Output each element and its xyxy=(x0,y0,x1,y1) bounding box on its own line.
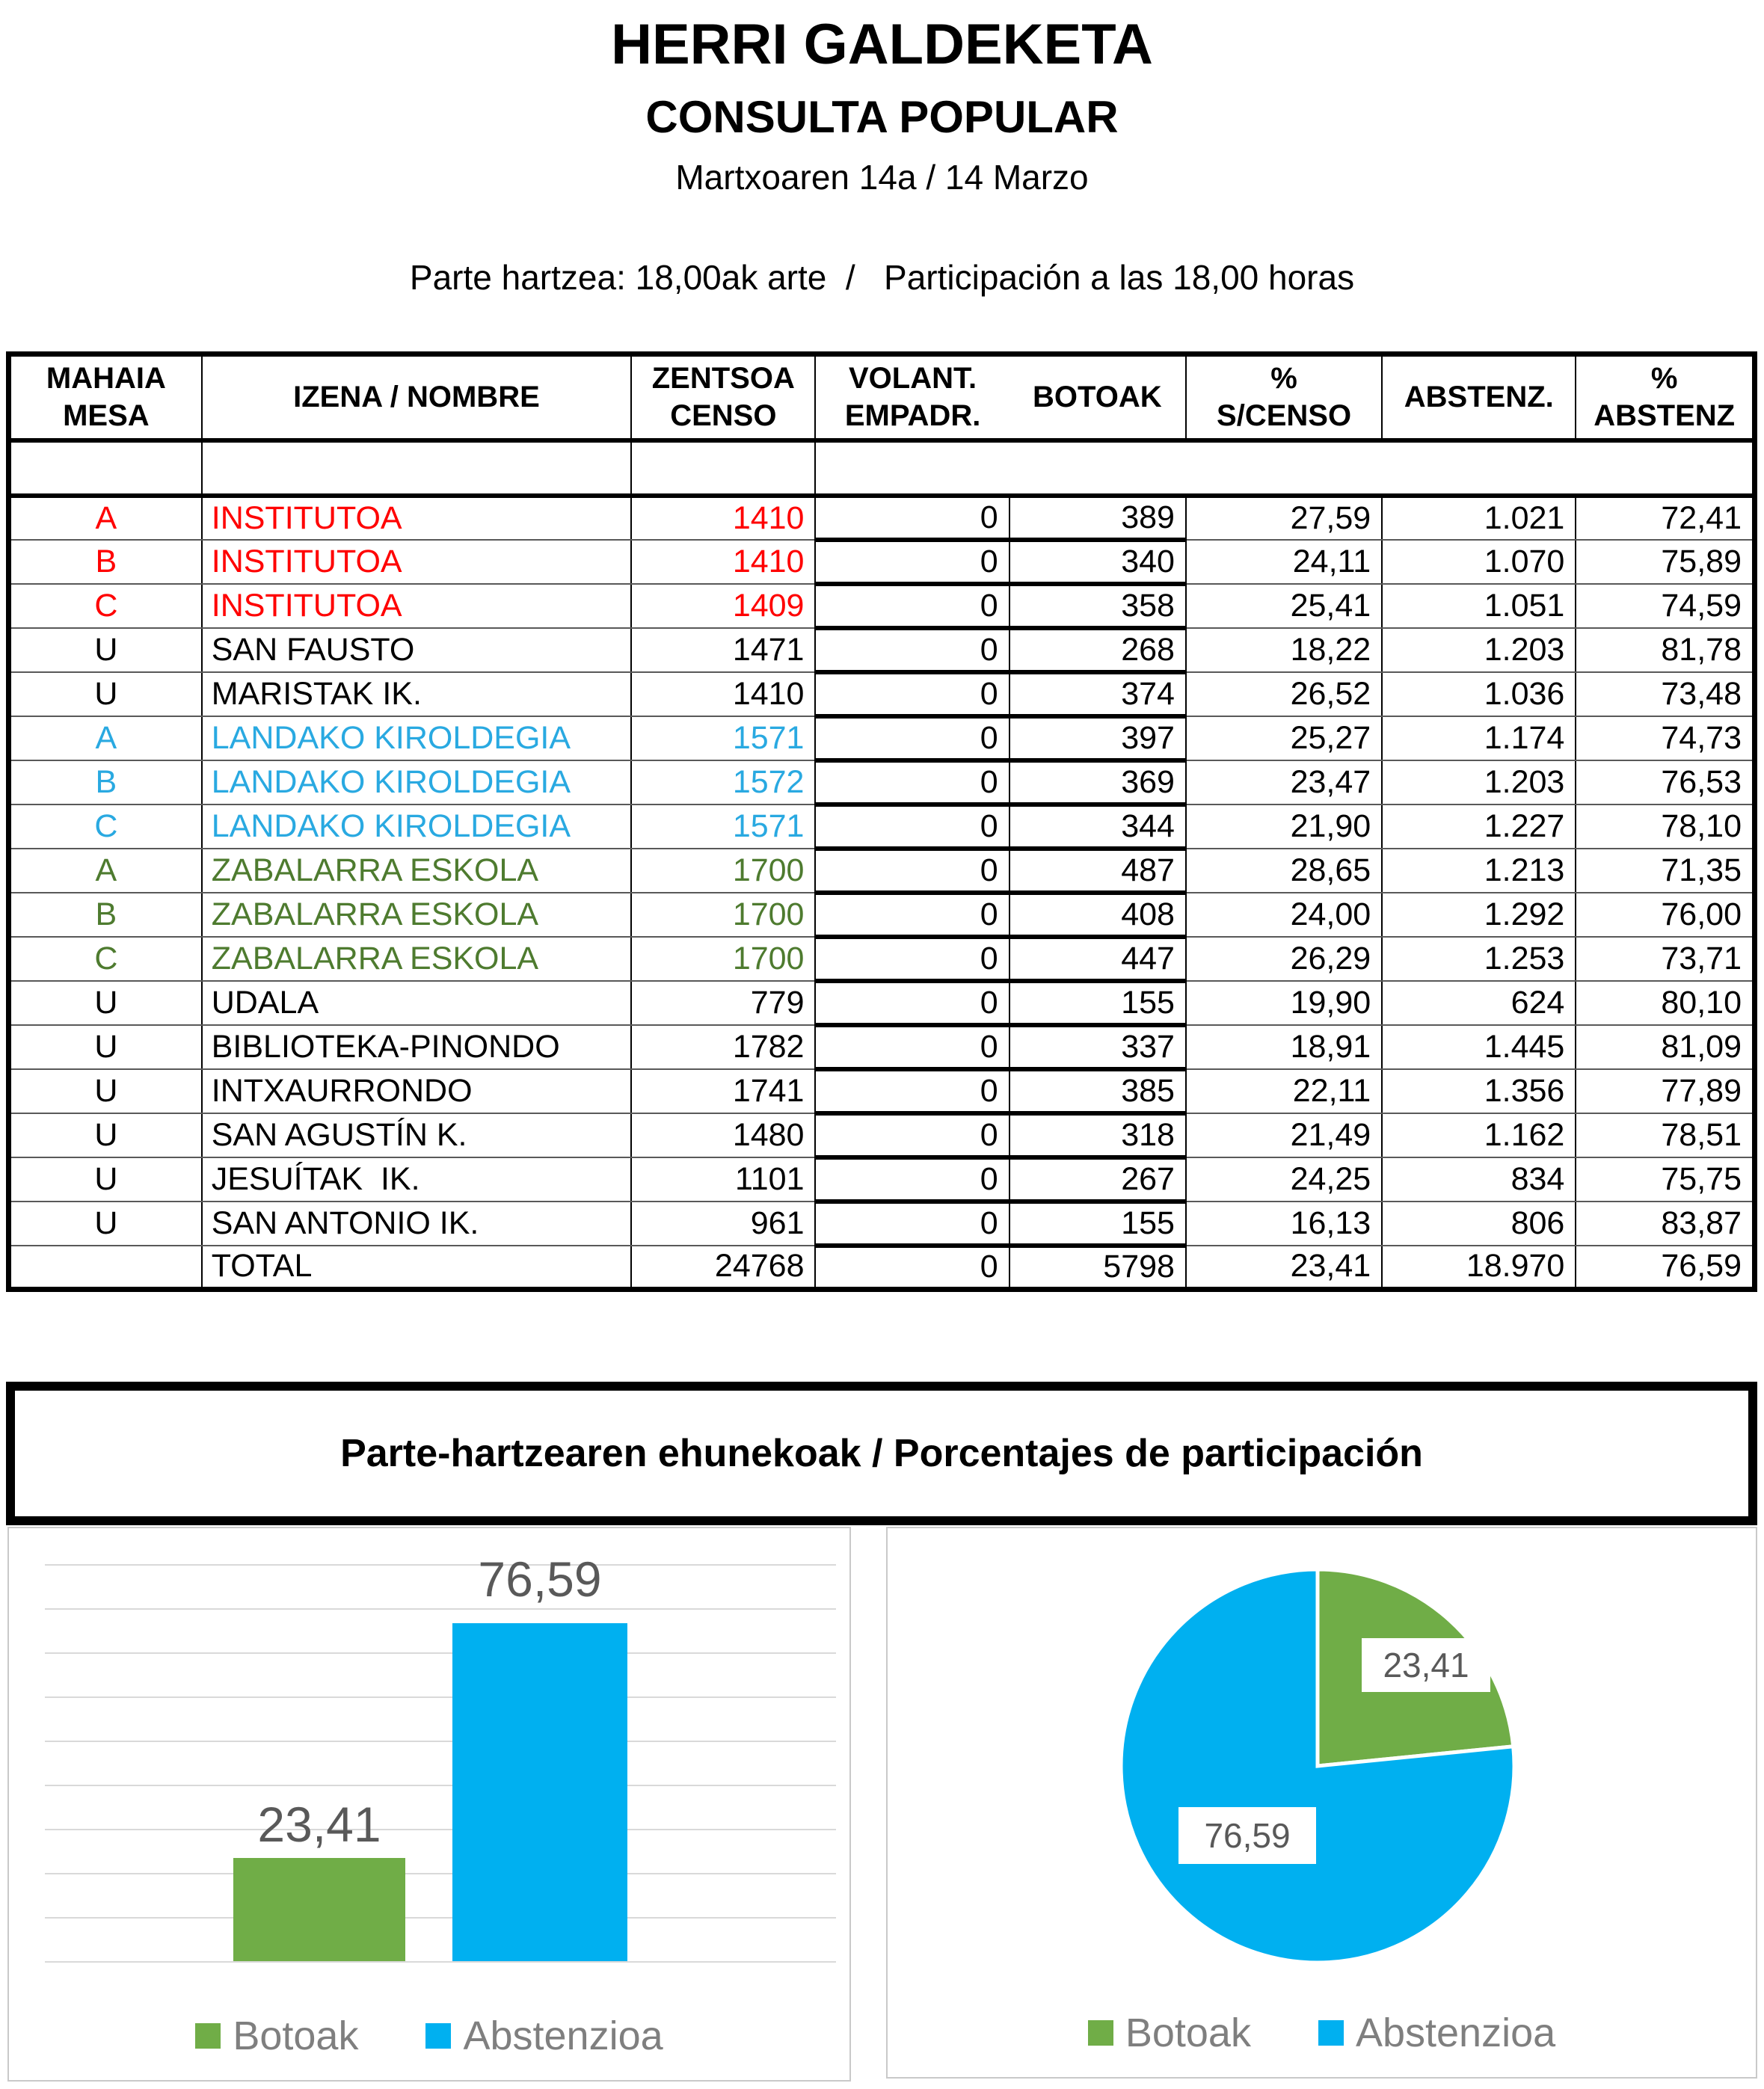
cell-volant: 0 xyxy=(815,1113,1009,1157)
cell-censo: 1572 xyxy=(631,760,815,804)
col-header-pct_censo xyxy=(1186,354,1382,440)
cell-volant: 0 xyxy=(815,628,1009,672)
cell-pct_censo: 18,22 xyxy=(1186,628,1382,672)
empty-row xyxy=(9,440,1755,496)
bar-abstenzioa xyxy=(452,1623,627,1961)
cell-pct_abstenz: 81,09 xyxy=(1576,1025,1754,1069)
col-header-censo xyxy=(631,354,815,440)
pie-value-label: 76,59 xyxy=(1178,1807,1316,1864)
table-row xyxy=(9,1069,1755,1113)
cell-volant: 0 xyxy=(815,540,1009,584)
table-row xyxy=(9,981,1755,1025)
cell-name: LANDAKO KIROLDEGIA xyxy=(202,804,631,849)
col-header-line: % xyxy=(1270,362,1297,396)
cell-volant: 0 xyxy=(815,1202,1009,1246)
cell-mesa: U xyxy=(9,672,202,716)
bar-value-label: 76,59 xyxy=(478,1551,602,1607)
table-row xyxy=(9,1202,1755,1246)
cell-pct_abstenz: 74,73 xyxy=(1576,716,1754,760)
cell-volant: 0 xyxy=(815,760,1009,804)
legend-item-botoak xyxy=(195,2013,358,2059)
chart-legend xyxy=(9,2013,849,2059)
cell-mesa: U xyxy=(9,1069,202,1113)
cell-pct_abstenz: 73,71 xyxy=(1576,937,1754,981)
cell-botoak: 318 xyxy=(1009,1113,1186,1157)
col-header-mesa xyxy=(9,354,202,440)
bar-botoak xyxy=(233,1858,405,1961)
cell-pct_abstenz: 72,41 xyxy=(1576,496,1754,540)
cell-pct_abstenz: 75,75 xyxy=(1576,1157,1754,1202)
cell-abstenz: 1.445 xyxy=(1382,1025,1576,1069)
table-row xyxy=(9,496,1755,540)
cell-censo: 1700 xyxy=(631,893,815,937)
cell-pct_abstenz: 73,48 xyxy=(1576,672,1754,716)
cell-botoak: 369 xyxy=(1009,760,1186,804)
empty-cell-name xyxy=(202,440,631,496)
cell-censo: 1741 xyxy=(631,1069,815,1113)
cell-volant: 0 xyxy=(815,496,1009,540)
cell-pct_abstenz: 83,87 xyxy=(1576,1202,1754,1246)
col-header-line: EMPADR. xyxy=(844,399,981,433)
cell-pct_censo: 18,91 xyxy=(1186,1025,1382,1069)
cell-name: INSTITUTOA xyxy=(202,540,631,584)
table-row xyxy=(9,849,1755,893)
cell-botoak: 267 xyxy=(1009,1157,1186,1202)
cell-botoak: 155 xyxy=(1009,1202,1186,1246)
page-title-spanish: CONSULTA POPULAR xyxy=(645,92,1119,142)
cell-botoak: 358 xyxy=(1009,584,1186,628)
cell-pct_censo: 24,25 xyxy=(1186,1157,1382,1202)
col-header-abstenz xyxy=(1382,354,1576,440)
bar-chart xyxy=(7,1527,851,2082)
table-row xyxy=(9,893,1755,937)
cell-name: LANDAKO KIROLDEGIA xyxy=(202,716,631,760)
cell-censo: 1571 xyxy=(631,716,815,760)
cell-name: TOTAL xyxy=(202,1246,631,1290)
cell-mesa: U xyxy=(9,628,202,672)
gridline xyxy=(45,1696,836,1698)
cell-pct_abstenz: 71,35 xyxy=(1576,849,1754,893)
cell-pct_abstenz: 76,53 xyxy=(1576,760,1754,804)
cell-botoak: 385 xyxy=(1009,1069,1186,1113)
pie-svg xyxy=(888,1528,1756,2077)
results-table xyxy=(6,351,1757,1292)
legend-swatch-icon xyxy=(1318,2020,1344,2046)
cell-name: INSTITUTOA xyxy=(202,496,631,540)
cell-mesa: B xyxy=(9,760,202,804)
table-row xyxy=(9,584,1755,628)
cell-mesa: C xyxy=(9,937,202,981)
legend-swatch-icon xyxy=(425,2023,451,2049)
gridline xyxy=(45,1741,836,1742)
cell-pct_censo: 21,90 xyxy=(1186,804,1382,849)
cell-abstenz: 1.174 xyxy=(1382,716,1576,760)
col-header-name xyxy=(202,354,631,440)
col-header-line: VOLANT. xyxy=(849,362,977,396)
cell-pct_censo: 28,65 xyxy=(1186,849,1382,893)
cell-name: SAN FAUSTO xyxy=(202,628,631,672)
cell-name: ZABALARRA ESKOLA xyxy=(202,937,631,981)
cell-mesa: U xyxy=(9,981,202,1025)
cell-name: MARISTAK IK. xyxy=(202,672,631,716)
table-row xyxy=(9,540,1755,584)
col-header-line: ZENTSOA xyxy=(651,362,795,396)
cell-mesa: B xyxy=(9,893,202,937)
chart-legend xyxy=(888,2010,1756,2056)
cell-abstenz: 1.051 xyxy=(1382,584,1576,628)
cell-censo: 1700 xyxy=(631,849,815,893)
cell-mesa xyxy=(9,1246,202,1290)
gridline xyxy=(45,1652,836,1654)
cell-pct_abstenz: 74,59 xyxy=(1576,584,1754,628)
cell-pct_abstenz: 76,59 xyxy=(1576,1246,1754,1290)
cell-volant: 0 xyxy=(815,804,1009,849)
legend-label: Botoak xyxy=(1125,2010,1251,2055)
cell-abstenz: 1.021 xyxy=(1382,496,1576,540)
cell-pct_censo: 19,90 xyxy=(1186,981,1382,1025)
table-body xyxy=(9,440,1755,1290)
cell-botoak: 447 xyxy=(1009,937,1186,981)
cell-pct_censo: 24,11 xyxy=(1186,540,1382,584)
table-row xyxy=(9,937,1755,981)
cell-pct_abstenz: 77,89 xyxy=(1576,1069,1754,1113)
col-header-volant xyxy=(815,354,1009,440)
cell-pct_abstenz: 78,10 xyxy=(1576,804,1754,849)
gridline xyxy=(45,1873,836,1874)
cell-volant: 0 xyxy=(815,1069,1009,1113)
cell-name: ZABALARRA ESKOLA xyxy=(202,893,631,937)
cell-mesa: U xyxy=(9,1025,202,1069)
cell-name: UDALA xyxy=(202,981,631,1025)
cell-pct_censo: 23,41 xyxy=(1186,1246,1382,1290)
cell-name: INTXAURRONDO xyxy=(202,1069,631,1113)
cell-abstenz: 624 xyxy=(1382,981,1576,1025)
gridline xyxy=(45,1829,836,1830)
gridline xyxy=(45,1785,836,1786)
cell-censo: 779 xyxy=(631,981,815,1025)
table-row xyxy=(9,628,1755,672)
cell-name: JESUÍTAK IK. xyxy=(202,1157,631,1202)
cell-mesa: A xyxy=(9,496,202,540)
col-header-line: MAHAIA xyxy=(46,362,166,396)
col-header-line: MESA xyxy=(63,399,150,433)
cell-mesa: U xyxy=(9,1157,202,1202)
cell-abstenz: 1.356 xyxy=(1382,1069,1576,1113)
cell-censo: 1471 xyxy=(631,628,815,672)
cell-abstenz: 1.203 xyxy=(1382,760,1576,804)
cell-abstenz: 1.292 xyxy=(1382,893,1576,937)
pie-chart xyxy=(886,1527,1757,2079)
cell-botoak: 374 xyxy=(1009,672,1186,716)
page-title-basque: HERRI GALDEKETA xyxy=(611,13,1153,76)
header-row xyxy=(9,354,1755,440)
empty-cell-censo xyxy=(631,440,815,496)
col-header-line: ABSTENZ. xyxy=(1404,381,1554,414)
col-header-line: S/CENSO xyxy=(1217,399,1352,433)
cell-mesa: A xyxy=(9,716,202,760)
table-row xyxy=(9,1025,1755,1069)
legend-item-abstenzioa xyxy=(425,2013,663,2059)
cell-mesa: B xyxy=(9,540,202,584)
legend-swatch-icon xyxy=(195,2023,221,2049)
legend-label: Abstenzioa xyxy=(463,2013,663,2058)
table-row xyxy=(9,716,1755,760)
cell-volant: 0 xyxy=(815,584,1009,628)
cell-volant: 0 xyxy=(815,716,1009,760)
cell-abstenz: 18.970 xyxy=(1382,1246,1576,1290)
col-header-line: IZENA / NOMBRE xyxy=(293,381,540,414)
cell-abstenz: 1.070 xyxy=(1382,540,1576,584)
table-row xyxy=(9,1157,1755,1202)
date-line: Martxoaren 14a / 14 Marzo xyxy=(675,158,1089,197)
col-header-line: CENSO xyxy=(670,399,777,433)
cell-censo: 24768 xyxy=(631,1246,815,1290)
cell-pct_censo: 16,13 xyxy=(1186,1202,1382,1246)
cell-volant: 0 xyxy=(815,1157,1009,1202)
cell-abstenz: 1.162 xyxy=(1382,1113,1576,1157)
cell-name: LANDAKO KIROLDEGIA xyxy=(202,760,631,804)
table-row xyxy=(9,804,1755,849)
cell-volant: 0 xyxy=(815,849,1009,893)
cell-pct_censo: 21,49 xyxy=(1186,1113,1382,1157)
cell-botoak: 487 xyxy=(1009,849,1186,893)
bar-value-label: 23,41 xyxy=(257,1797,381,1852)
cell-abstenz: 1.036 xyxy=(1382,672,1576,716)
participation-banner xyxy=(6,1382,1757,1525)
cell-censo: 1782 xyxy=(631,1025,815,1069)
table-row xyxy=(9,672,1755,716)
cell-botoak: 155 xyxy=(1009,981,1186,1025)
participation-banner-text: Parte-hartzearen ehunekoak / Porcentajes de participación xyxy=(340,1432,1423,1475)
cell-volant: 0 xyxy=(815,981,1009,1025)
cell-abstenz: 1.203 xyxy=(1382,628,1576,672)
cell-mesa: U xyxy=(9,1113,202,1157)
col-header-botoak xyxy=(1009,354,1186,440)
cell-censo: 1410 xyxy=(631,496,815,540)
cell-pct_abstenz: 81,78 xyxy=(1576,628,1754,672)
gridline xyxy=(45,1961,836,1963)
pie-value-label: 23,41 xyxy=(1362,1638,1490,1692)
cell-botoak: 340 xyxy=(1009,540,1186,584)
table-row xyxy=(9,1113,1755,1157)
cell-botoak: 5798 xyxy=(1009,1246,1186,1290)
gridline xyxy=(45,1917,836,1919)
cell-volant: 0 xyxy=(815,893,1009,937)
cell-pct_censo: 27,59 xyxy=(1186,496,1382,540)
cell-mesa: U xyxy=(9,1202,202,1246)
cell-mesa: C xyxy=(9,584,202,628)
cell-pct_abstenz: 78,51 xyxy=(1576,1113,1754,1157)
cell-name: SAN ANTONIO IK. xyxy=(202,1202,631,1246)
legend-item-abstenzioa xyxy=(1318,2010,1555,2056)
cell-name: INSTITUTOA xyxy=(202,584,631,628)
empty-cell-mesa xyxy=(9,440,202,496)
cell-censo: 961 xyxy=(631,1202,815,1246)
cell-pct_censo: 22,11 xyxy=(1186,1069,1382,1113)
col-header-pct_abstenz xyxy=(1576,354,1754,440)
cell-censo: 1571 xyxy=(631,804,815,849)
col-header-line: ABSTENZ xyxy=(1594,399,1736,433)
table-row-total xyxy=(9,1246,1755,1290)
cell-abstenz: 1.227 xyxy=(1382,804,1576,849)
cell-pct_censo: 25,41 xyxy=(1186,584,1382,628)
cell-botoak: 337 xyxy=(1009,1025,1186,1069)
cell-mesa: A xyxy=(9,849,202,893)
cell-censo: 1480 xyxy=(631,1113,815,1157)
cell-censo: 1409 xyxy=(631,584,815,628)
participation-line: Parte hartzea: 18,00ak arte / Participación a las 18,00 horas xyxy=(409,258,1355,297)
cell-pct_censo: 24,00 xyxy=(1186,893,1382,937)
cell-pct_abstenz: 80,10 xyxy=(1576,981,1754,1025)
legend-item-botoak xyxy=(1088,2010,1251,2056)
col-header-line: BOTOAK xyxy=(1033,381,1162,414)
cell-botoak: 408 xyxy=(1009,893,1186,937)
cell-botoak: 397 xyxy=(1009,716,1186,760)
cell-censo: 1410 xyxy=(631,540,815,584)
cell-pct_censo: 25,27 xyxy=(1186,716,1382,760)
cell-name: SAN AGUSTÍN K. xyxy=(202,1113,631,1157)
cell-name: BIBLIOTEKA-PINONDO xyxy=(202,1025,631,1069)
table-head xyxy=(9,354,1755,440)
cell-pct_abstenz: 76,00 xyxy=(1576,893,1754,937)
cell-abstenz: 806 xyxy=(1382,1202,1576,1246)
cell-botoak: 268 xyxy=(1009,628,1186,672)
cell-pct_censo: 26,52 xyxy=(1186,672,1382,716)
cell-abstenz: 834 xyxy=(1382,1157,1576,1202)
cell-volant: 0 xyxy=(815,1025,1009,1069)
legend-label: Abstenzioa xyxy=(1355,2010,1556,2055)
cell-volant: 0 xyxy=(815,937,1009,981)
cell-name: ZABALARRA ESKOLA xyxy=(202,849,631,893)
legend-label: Botoak xyxy=(233,2013,359,2058)
cell-abstenz: 1.253 xyxy=(1382,937,1576,981)
cell-mesa: C xyxy=(9,804,202,849)
cell-botoak: 389 xyxy=(1009,496,1186,540)
cell-abstenz: 1.213 xyxy=(1382,849,1576,893)
cell-censo: 1410 xyxy=(631,672,815,716)
empty-cell-rest xyxy=(815,440,1754,496)
table-row xyxy=(9,760,1755,804)
cell-pct_censo: 26,29 xyxy=(1186,937,1382,981)
cell-pct_censo: 23,47 xyxy=(1186,760,1382,804)
cell-botoak: 344 xyxy=(1009,804,1186,849)
cell-censo: 1700 xyxy=(631,937,815,981)
col-header-line: % xyxy=(1650,362,1678,396)
gridline xyxy=(45,1608,836,1610)
cell-pct_abstenz: 75,89 xyxy=(1576,540,1754,584)
cell-censo: 1101 xyxy=(631,1157,815,1202)
legend-swatch-icon xyxy=(1088,2020,1113,2046)
cell-volant: 0 xyxy=(815,1246,1009,1290)
cell-volant: 0 xyxy=(815,672,1009,716)
